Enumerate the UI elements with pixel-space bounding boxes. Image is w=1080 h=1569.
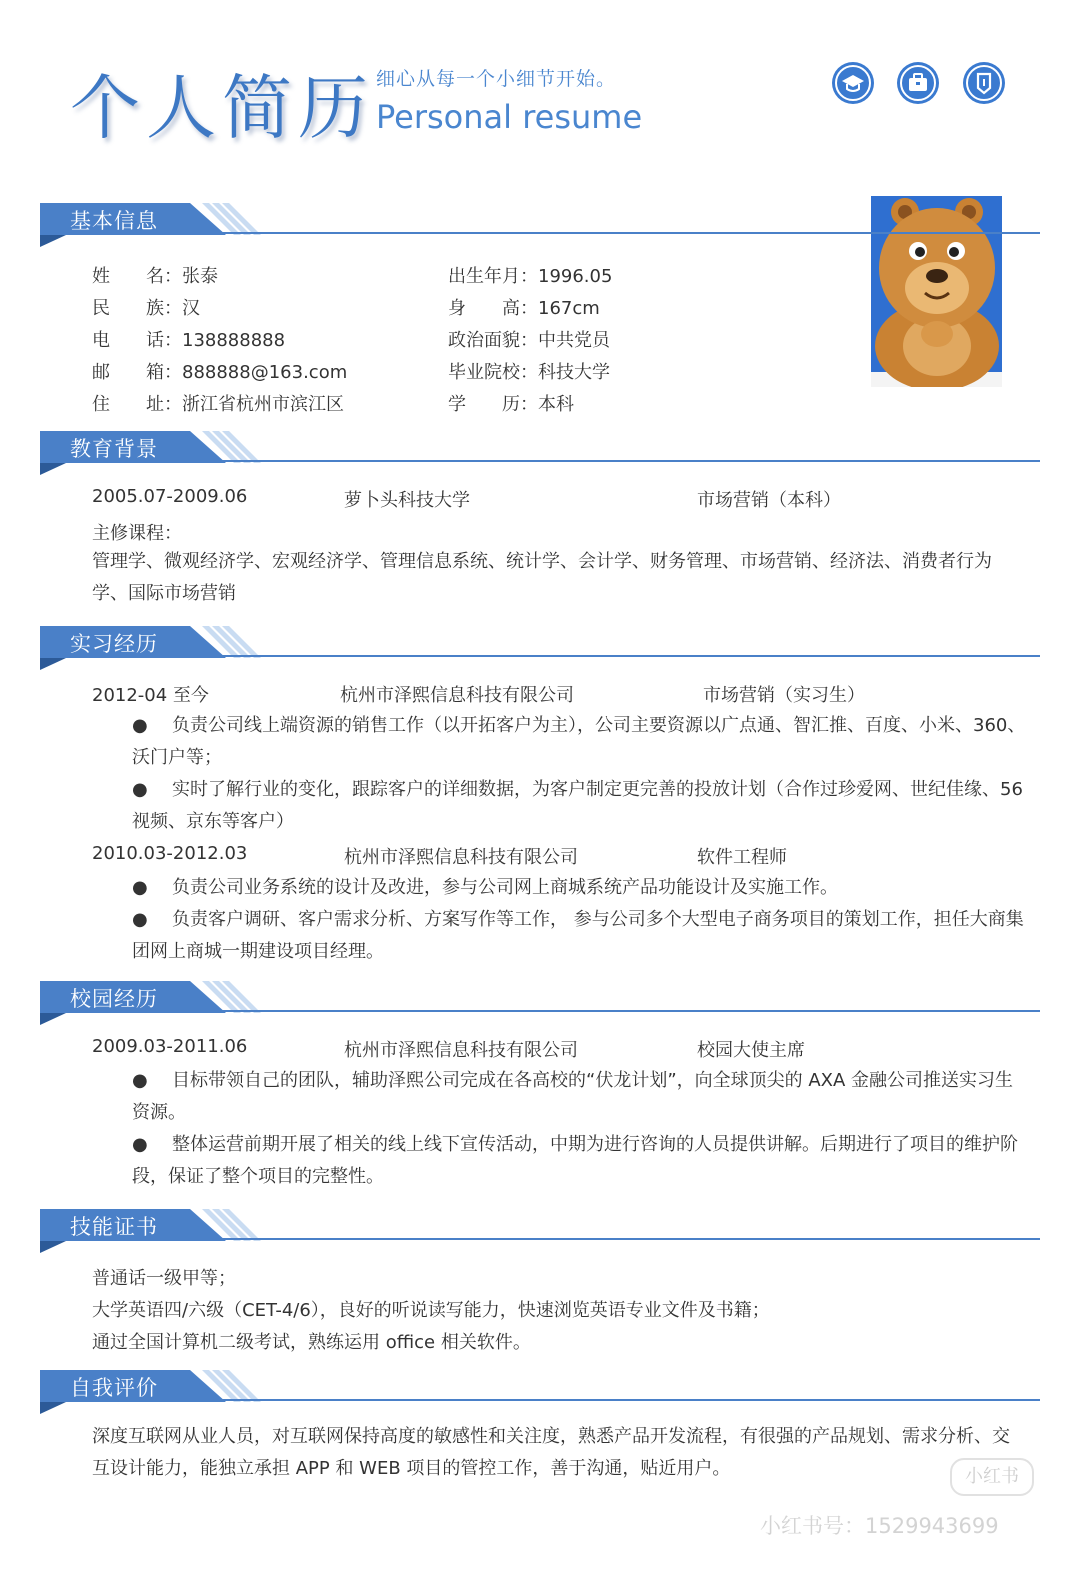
slogan: 细心从每一个小细节开始。 — [376, 68, 617, 90]
section-title: 自我评价 — [70, 1376, 158, 1400]
skill-item: 大学英语四/六级（CET-4/6），良好的听说读写能力，快速浏览英语专业文件及书籍； — [92, 1300, 770, 1321]
campus-company: 杭州市泽熙信息科技有限公司 — [344, 1040, 578, 1061]
section-title: 校园经历 — [70, 987, 158, 1011]
briefcase-icon — [897, 62, 939, 104]
watermark-logo: 小红书 — [950, 1458, 1034, 1496]
courses-label: 主修课程： — [92, 523, 182, 544]
section-title: 技能证书 — [70, 1215, 158, 1239]
edu-period: 2005.07-2009.06 — [92, 486, 248, 507]
section-title: 教育背景 — [70, 437, 158, 461]
job-period: 2010.03-2012.03 — [92, 843, 248, 864]
info-row: 住 址：浙江省杭州市滨江区 — [92, 394, 344, 415]
info-row: 毕业院校：科技大学 — [448, 362, 610, 383]
job-role: 市场营销（实习生） — [703, 685, 865, 706]
info-row: 电 话：138888888 — [92, 330, 286, 351]
info-row: 身 高：167cm — [448, 298, 600, 319]
page-title: 个人简历 — [70, 67, 374, 149]
job-company: 杭州市泽熙信息科技有限公司 — [344, 847, 578, 868]
badge-icon — [963, 62, 1005, 104]
courses-list: 管理学、微观经济学、宏观经济学、管理信息系统、统计学、会计学、财务管理、市场营销、经济法、消费者行为学、国际市场营销 — [92, 551, 992, 604]
info-row: 民 族：汉 — [92, 298, 200, 319]
section-header-self — [40, 1370, 1040, 1410]
job-period: 2012-04 至今 — [92, 685, 209, 706]
info-row: 出生年月：1996.05 — [448, 266, 613, 287]
edu-major: 市场营销（本科） — [697, 490, 841, 511]
skill-item: 普通话一级甲等； — [92, 1268, 236, 1289]
self-evaluation-text: 深度互联网从业人员，对互联网保持高度的敏感性和关注度，熟悉产品开发流程，有很强的产品规划、需求分析、交互设计能力，能独立承担 APP 和 WEB 项目的管控工作，善于沟通，贴近用户。 — [92, 1426, 1010, 1479]
section-header-internship — [40, 626, 1040, 666]
campus-bullet: ● 目标带领自己的团队，辅助泽熙公司完成在各高校的“伏龙计划”，向全球顶尖的 AXA 金融公司推送实习生资源。 — [132, 1070, 1014, 1123]
job-company: 杭州市泽熙信息科技有限公司 — [340, 685, 574, 706]
section-title: 实习经历 — [70, 632, 158, 656]
edu-school: 萝卜头科技大学 — [344, 490, 470, 511]
campus-period: 2009.03-2011.06 — [92, 1036, 248, 1057]
section-title: 基本信息 — [70, 209, 158, 233]
info-row: 姓 名：张泰 — [92, 266, 218, 287]
campus-bullet: ● 整体运营前期开展了相关的线上线下宣传活动，中期为进行咨询的人员提供讲解。后期进行了项目的维护阶段，保证了整个项目的完整性。 — [132, 1134, 1018, 1187]
job-role: 软件工程师 — [697, 847, 787, 868]
info-row: 邮 箱：888888@163.com — [92, 362, 348, 383]
section-header-education — [40, 431, 1040, 471]
page-subtitle-en: Personal resume — [376, 98, 643, 136]
skill-item: 通过全国计算机二级考试，熟练运用 office 相关软件。 — [92, 1332, 531, 1353]
job-bullet: ● 实时了解行业的变化，跟踪客户的详细数据，为客户制定更完善的投放计划（合作过珍爱网、世纪佳缘、56 视频、京东等客户） — [132, 779, 1023, 832]
graduation-cap-icon — [832, 62, 874, 104]
info-row: 政治面貌：中共党员 — [448, 330, 610, 351]
job-bullet: ● 负责公司线上端资源的销售工作（以开拓客户为主），公司主要资源以广点通、智汇推、百度、小米、360、沃门户等； — [132, 715, 1026, 768]
section-header-basic — [40, 203, 1040, 243]
info-row: 学 历：本科 — [448, 394, 574, 415]
job-bullet: ● 负责客户调研、客户需求分析、方案写作等工作， 参与公司多个大型电子商务项目的策划工作，担任大商集团网上商城一期建设项目经理。 — [132, 909, 1024, 962]
watermark-account: 小红书号：1529943699 — [760, 1514, 999, 1538]
job-bullet: ● 负责公司业务系统的设计及改进，参与公司网上商城系统产品功能设计及实施工作。 — [132, 877, 838, 898]
campus-role: 校园大使主席 — [697, 1040, 805, 1061]
section-header-skills — [40, 1209, 1040, 1249]
section-header-campus — [40, 981, 1040, 1021]
